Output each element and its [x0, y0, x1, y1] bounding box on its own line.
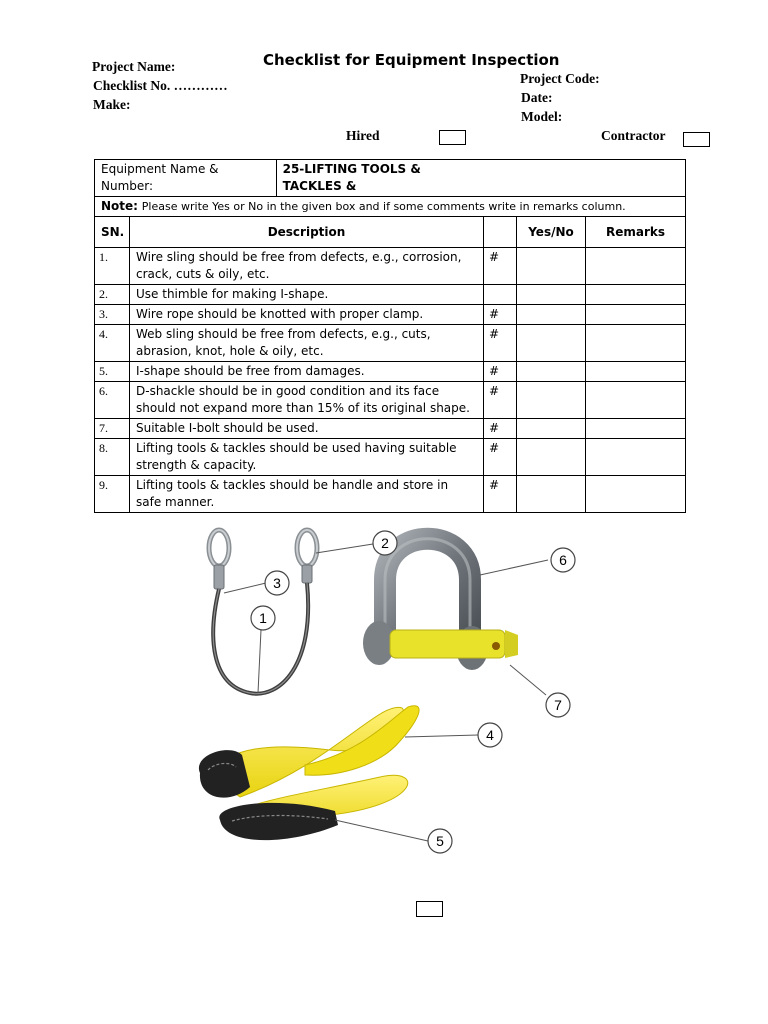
row-mark: # — [484, 325, 517, 362]
row-sn: 8. — [95, 439, 130, 476]
contractor-checkbox[interactable] — [683, 132, 710, 147]
table-row — [95, 285, 686, 305]
table-row — [95, 439, 686, 476]
row-mark: # — [484, 248, 517, 285]
callout-6 — [551, 548, 575, 572]
equipment-name-value: 25-LIFTING TOOLS & TACKLES & — [282, 162, 421, 193]
table-row — [95, 325, 686, 362]
table-header-row — [95, 217, 686, 248]
hired-label: Hired — [346, 128, 380, 143]
d-shackle — [363, 539, 518, 670]
make-label: Make: — [93, 97, 131, 112]
note-label: Note: — [101, 199, 138, 213]
table-row — [95, 382, 686, 419]
row-mark: # — [484, 362, 517, 382]
project-code-label: Project Code: — [520, 71, 600, 86]
row-sn: 6. — [95, 382, 130, 419]
row-mark: # — [484, 305, 517, 325]
row-description: Lifting tools & tackles should be handle and store in safe manner. — [130, 476, 484, 513]
date-label: Date: — [521, 90, 553, 105]
row-sn: 7. — [95, 419, 130, 439]
model-label: Model: — [521, 109, 563, 124]
row-description: Use thimble for making I-shape. — [130, 285, 484, 305]
row-remarks-field[interactable] — [586, 305, 686, 325]
callout-4 — [478, 723, 502, 747]
svg-text:3: 3 — [273, 575, 281, 591]
row-remarks-field[interactable] — [586, 439, 686, 476]
col-header-yes-no: Yes/No — [517, 217, 586, 248]
row-yes-no-field[interactable] — [517, 382, 586, 419]
row-sn: 3. — [95, 305, 130, 325]
equipment-empty-cell — [484, 160, 686, 197]
row-yes-no-field[interactable] — [517, 362, 586, 382]
row-remarks-field[interactable] — [586, 285, 686, 305]
checklist-no-label: Checklist No. ………… — [93, 78, 228, 93]
row-mark — [484, 285, 517, 305]
row-description: Web sling should be free from defects, e.g., cuts, abrasion, knot, hole & oily, etc. — [130, 325, 484, 362]
row-mark: # — [484, 382, 517, 419]
row-mark: # — [484, 439, 517, 476]
col-header-sn: SN. — [95, 217, 130, 248]
row-sn: 4. — [95, 325, 130, 362]
row-remarks-field[interactable] — [586, 248, 686, 285]
page-footer-box — [416, 901, 443, 917]
project-name-label: Project Name: — [92, 59, 176, 74]
svg-text:2: 2 — [381, 535, 389, 551]
row-description: Lifting tools & tackles should be used having suitable strength & capacity. — [130, 439, 484, 476]
row-yes-no-field[interactable] — [517, 325, 586, 362]
table-row — [95, 305, 686, 325]
contractor-label: Contractor — [601, 128, 666, 143]
row-sn: 1. — [95, 248, 130, 285]
table-row — [95, 419, 686, 439]
row-sn: 5. — [95, 362, 130, 382]
row-yes-no-field[interactable] — [517, 285, 586, 305]
table-row — [95, 476, 686, 513]
row-yes-no-field[interactable] — [517, 305, 586, 325]
svg-text:7: 7 — [554, 697, 562, 713]
svg-text:6: 6 — [559, 552, 567, 568]
callout-2 — [373, 531, 397, 555]
equipment-row — [95, 160, 686, 197]
row-description: Suitable I-bolt should be used. — [130, 419, 484, 439]
row-description: Wire rope should be knotted with proper clamp. — [130, 305, 484, 325]
row-sn: 2. — [95, 285, 130, 305]
row-mark: # — [484, 419, 517, 439]
row-remarks-field[interactable] — [586, 362, 686, 382]
svg-text:1: 1 — [259, 610, 267, 626]
row-yes-no-field[interactable] — [517, 248, 586, 285]
row-remarks-field[interactable] — [586, 419, 686, 439]
web-sling — [199, 706, 419, 840]
row-remarks-field[interactable] — [586, 325, 686, 362]
row-mark: # — [484, 476, 517, 513]
row-remarks-field[interactable] — [586, 382, 686, 419]
equipment-name-label: Equipment Name & Number: — [95, 160, 277, 196]
col-header-mark — [484, 217, 517, 248]
svg-text:5: 5 — [436, 833, 444, 849]
page-title: Checklist for Equipment Inspection — [263, 51, 560, 69]
note-text: Please write Yes or No in the given box and if some comments write in remarks column. — [141, 200, 626, 213]
lifting-tools-diagram — [180, 515, 567, 875]
col-header-description: Description — [130, 217, 484, 248]
table-row — [95, 248, 686, 285]
inspection-table — [94, 159, 686, 513]
callout-7 — [546, 693, 570, 717]
table-row — [95, 362, 686, 382]
callout-3 — [265, 571, 289, 595]
col-header-remarks: Remarks — [586, 217, 686, 248]
callout-1 — [251, 606, 275, 630]
row-remarks-field[interactable] — [586, 476, 686, 513]
row-yes-no-field[interactable] — [517, 476, 586, 513]
note-row — [95, 197, 686, 217]
hired-checkbox[interactable] — [439, 130, 466, 145]
row-yes-no-field[interactable] — [517, 439, 586, 476]
callout-5 — [428, 829, 452, 853]
row-description: I-shape should be free from damages. — [130, 362, 484, 382]
row-description: D-shackle should be in good condition and its face should not expand more than 15% of its original shape. — [130, 382, 484, 419]
row-yes-no-field[interactable] — [517, 419, 586, 439]
row-sn: 9. — [95, 476, 130, 513]
row-description: Wire sling should be free from defects, e.g., corrosion, crack, cuts & oily, etc. — [130, 248, 484, 285]
svg-text:4: 4 — [486, 727, 494, 743]
